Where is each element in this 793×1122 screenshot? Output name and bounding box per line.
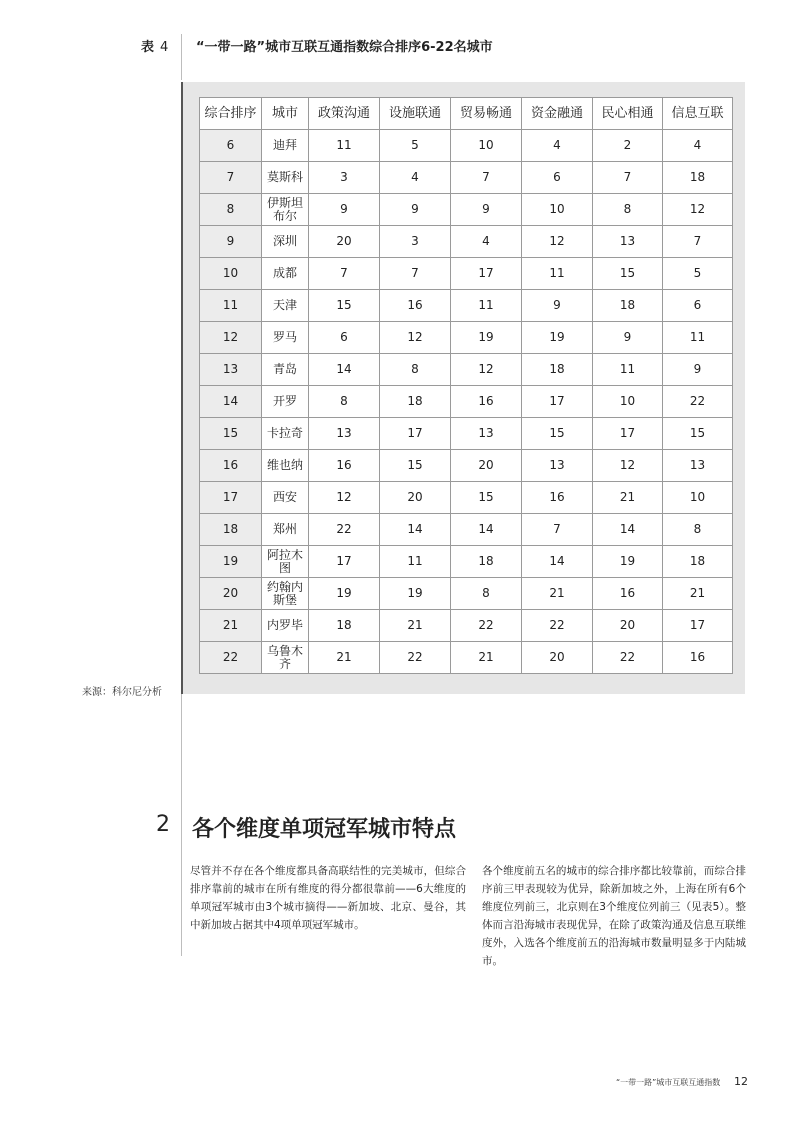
score-cell: 9	[309, 194, 380, 226]
score-cell: 10	[663, 482, 733, 514]
city-cell: 卡拉奇	[262, 418, 309, 450]
score-cell: 7	[309, 258, 380, 290]
score-cell: 14	[451, 514, 522, 546]
score-cell: 17	[663, 610, 733, 642]
score-cell: 21	[663, 578, 733, 610]
score-cell: 7	[380, 258, 451, 290]
score-cell: 9	[522, 290, 593, 322]
rank-cell: 16	[200, 450, 262, 482]
col-header: 信息互联	[663, 98, 733, 130]
score-cell: 17	[309, 546, 380, 578]
rank-cell: 20	[200, 578, 262, 610]
score-cell: 21	[451, 642, 522, 674]
score-cell: 7	[663, 226, 733, 258]
city-cell: 成都	[262, 258, 309, 290]
score-cell: 16	[451, 386, 522, 418]
city-cell: 伊斯坦布尔	[262, 194, 309, 226]
city-cell: 深圳	[262, 226, 309, 258]
score-cell: 6	[663, 290, 733, 322]
rank-cell: 6	[200, 130, 262, 162]
city-cell: 罗马	[262, 322, 309, 354]
score-cell: 16	[593, 578, 663, 610]
city-cell: 内罗毕	[262, 610, 309, 642]
score-cell: 9	[380, 194, 451, 226]
rank-cell: 14	[200, 386, 262, 418]
city-cell: 维也纳	[262, 450, 309, 482]
city-cell: 天津	[262, 290, 309, 322]
score-cell: 11	[522, 258, 593, 290]
table-number: 4	[160, 40, 169, 55]
score-cell: 7	[451, 162, 522, 194]
table-row	[200, 194, 733, 226]
score-cell: 3	[380, 226, 451, 258]
section-title: 各个维度单项冠军城市特点	[192, 817, 457, 842]
col-header: 民心相通	[593, 98, 663, 130]
table-row	[200, 226, 733, 258]
city-cell: 西安	[262, 482, 309, 514]
score-cell: 14	[309, 354, 380, 386]
score-cell: 16	[663, 642, 733, 674]
score-cell: 12	[663, 194, 733, 226]
score-cell: 8	[663, 514, 733, 546]
body-paragraph-right: 各个维度前五名的城市的综合排序都比较靠前，而综合排序前三甲表现较为优异，除新加坡之外，上海在所有6个维度位列前三，北京则在3个维度位列前三（见表5）。整体而言沿海城市表现优异，在除了政策沟通及信息互联维度外，入选各个维度前五的沿海城市数量明显多于内陆城市。	[482, 865, 746, 967]
score-cell: 13	[451, 418, 522, 450]
score-cell: 5	[380, 130, 451, 162]
score-cell: 12	[522, 226, 593, 258]
col-header: 贸易畅通	[451, 98, 522, 130]
score-cell: 12	[380, 322, 451, 354]
table-row	[200, 450, 733, 482]
score-cell: 15	[380, 450, 451, 482]
rank-cell: 19	[200, 546, 262, 578]
score-cell: 18	[451, 546, 522, 578]
city-cell: 开罗	[262, 386, 309, 418]
table-row	[200, 482, 733, 514]
score-cell: 20	[593, 610, 663, 642]
table-row	[200, 322, 733, 354]
table-row	[200, 290, 733, 322]
table-title: “一带一路”城市互联互通指数综合排序6-22名城市	[196, 40, 493, 55]
table-row	[200, 514, 733, 546]
col-header: 政策沟通	[309, 98, 380, 130]
score-cell: 22	[309, 514, 380, 546]
score-cell: 12	[593, 450, 663, 482]
score-cell: 18	[593, 290, 663, 322]
score-cell: 16	[522, 482, 593, 514]
table-row	[200, 578, 733, 610]
score-cell: 11	[451, 290, 522, 322]
rank-cell: 10	[200, 258, 262, 290]
score-cell: 13	[309, 418, 380, 450]
city-cell: 乌鲁木齐	[262, 642, 309, 674]
page-number: 12	[734, 1075, 748, 1088]
score-cell: 17	[451, 258, 522, 290]
city-cell: 青岛	[262, 354, 309, 386]
city-cell: 郑州	[262, 514, 309, 546]
rank-cell: 17	[200, 482, 262, 514]
rank-cell: 11	[200, 290, 262, 322]
score-cell: 21	[522, 578, 593, 610]
score-cell: 9	[451, 194, 522, 226]
score-cell: 17	[380, 418, 451, 450]
rank-cell: 13	[200, 354, 262, 386]
score-cell: 13	[522, 450, 593, 482]
score-cell: 6	[309, 322, 380, 354]
score-cell: 18	[663, 546, 733, 578]
score-cell: 11	[309, 130, 380, 162]
margin-divider-top	[181, 34, 182, 80]
col-header: 资金融通	[522, 98, 593, 130]
score-cell: 10	[451, 130, 522, 162]
score-cell: 9	[593, 322, 663, 354]
table-label: 表 4	[141, 40, 169, 55]
rank-cell: 21	[200, 610, 262, 642]
score-cell: 14	[380, 514, 451, 546]
score-cell: 11	[663, 322, 733, 354]
score-cell: 18	[309, 610, 380, 642]
score-cell: 19	[451, 322, 522, 354]
section-number: 2	[156, 812, 170, 837]
score-cell: 13	[593, 226, 663, 258]
score-cell: 8	[593, 194, 663, 226]
score-cell: 15	[593, 258, 663, 290]
score-cell: 22	[593, 642, 663, 674]
table-row	[200, 610, 733, 642]
col-header: 城市	[262, 98, 309, 130]
score-cell: 19	[380, 578, 451, 610]
score-cell: 22	[663, 386, 733, 418]
table-row	[200, 130, 733, 162]
score-cell: 22	[522, 610, 593, 642]
score-cell: 17	[522, 386, 593, 418]
score-cell: 10	[522, 194, 593, 226]
score-cell: 4	[663, 130, 733, 162]
score-cell: 20	[522, 642, 593, 674]
score-cell: 20	[380, 482, 451, 514]
score-cell: 14	[522, 546, 593, 578]
score-cell: 11	[380, 546, 451, 578]
table-row	[200, 642, 733, 674]
score-cell: 19	[522, 322, 593, 354]
score-cell: 21	[380, 610, 451, 642]
score-cell: 18	[522, 354, 593, 386]
score-cell: 13	[663, 450, 733, 482]
score-cell: 9	[663, 354, 733, 386]
city-cell: 迪拜	[262, 130, 309, 162]
score-cell: 7	[593, 162, 663, 194]
city-cell: 莫斯科	[262, 162, 309, 194]
score-cell: 15	[663, 418, 733, 450]
col-header: 综合排序	[200, 98, 262, 130]
score-cell: 15	[309, 290, 380, 322]
score-cell: 20	[309, 226, 380, 258]
margin-divider-bottom	[181, 694, 182, 956]
score-cell: 3	[309, 162, 380, 194]
score-cell: 8	[380, 354, 451, 386]
score-cell: 4	[451, 226, 522, 258]
score-cell: 22	[451, 610, 522, 642]
table-row	[200, 354, 733, 386]
city-cell: 阿拉木图	[262, 546, 309, 578]
score-cell: 8	[451, 578, 522, 610]
score-cell: 2	[593, 130, 663, 162]
score-cell: 19	[309, 578, 380, 610]
table-row	[200, 162, 733, 194]
score-cell: 18	[663, 162, 733, 194]
score-cell: 22	[380, 642, 451, 674]
score-cell: 12	[451, 354, 522, 386]
score-cell: 12	[309, 482, 380, 514]
rank-cell: 7	[200, 162, 262, 194]
score-cell: 7	[522, 514, 593, 546]
footer-title: “一带一路”城市互联互通指数	[616, 1078, 721, 1087]
table-row	[200, 386, 733, 418]
score-cell: 4	[522, 130, 593, 162]
city-cell: 约翰内斯堡	[262, 578, 309, 610]
table-header-row	[200, 98, 733, 130]
score-cell: 20	[451, 450, 522, 482]
col-header: 设施联通	[380, 98, 451, 130]
rank-cell: 18	[200, 514, 262, 546]
score-cell: 19	[593, 546, 663, 578]
score-cell: 17	[593, 418, 663, 450]
score-cell: 18	[380, 386, 451, 418]
score-cell: 5	[663, 258, 733, 290]
table-row	[200, 258, 733, 290]
score-cell: 6	[522, 162, 593, 194]
rank-cell: 9	[200, 226, 262, 258]
score-cell: 11	[593, 354, 663, 386]
score-cell: 8	[309, 386, 380, 418]
rank-cell: 12	[200, 322, 262, 354]
ranking-table	[199, 97, 733, 674]
table-row	[200, 418, 733, 450]
score-cell: 10	[593, 386, 663, 418]
score-cell: 4	[380, 162, 451, 194]
rank-cell: 8	[200, 194, 262, 226]
score-cell: 14	[593, 514, 663, 546]
rank-cell: 22	[200, 642, 262, 674]
score-cell: 15	[451, 482, 522, 514]
body-paragraph-left: 尽管并不存在各个维度都具备高联结性的完美城市，但综合排序靠前的城市在所有维度的得分都很靠前——6大维度的单项冠军城市由3个城市摘得——新加坡、北京、曼谷，其中新加坡占据其中4项单项冠军城市。	[190, 865, 466, 931]
score-cell: 15	[522, 418, 593, 450]
table-row	[200, 546, 733, 578]
score-cell: 21	[309, 642, 380, 674]
score-cell: 16	[309, 450, 380, 482]
rank-cell: 15	[200, 418, 262, 450]
score-cell: 21	[593, 482, 663, 514]
score-cell: 16	[380, 290, 451, 322]
source-note: 来源：科尔尼分析	[82, 687, 162, 698]
